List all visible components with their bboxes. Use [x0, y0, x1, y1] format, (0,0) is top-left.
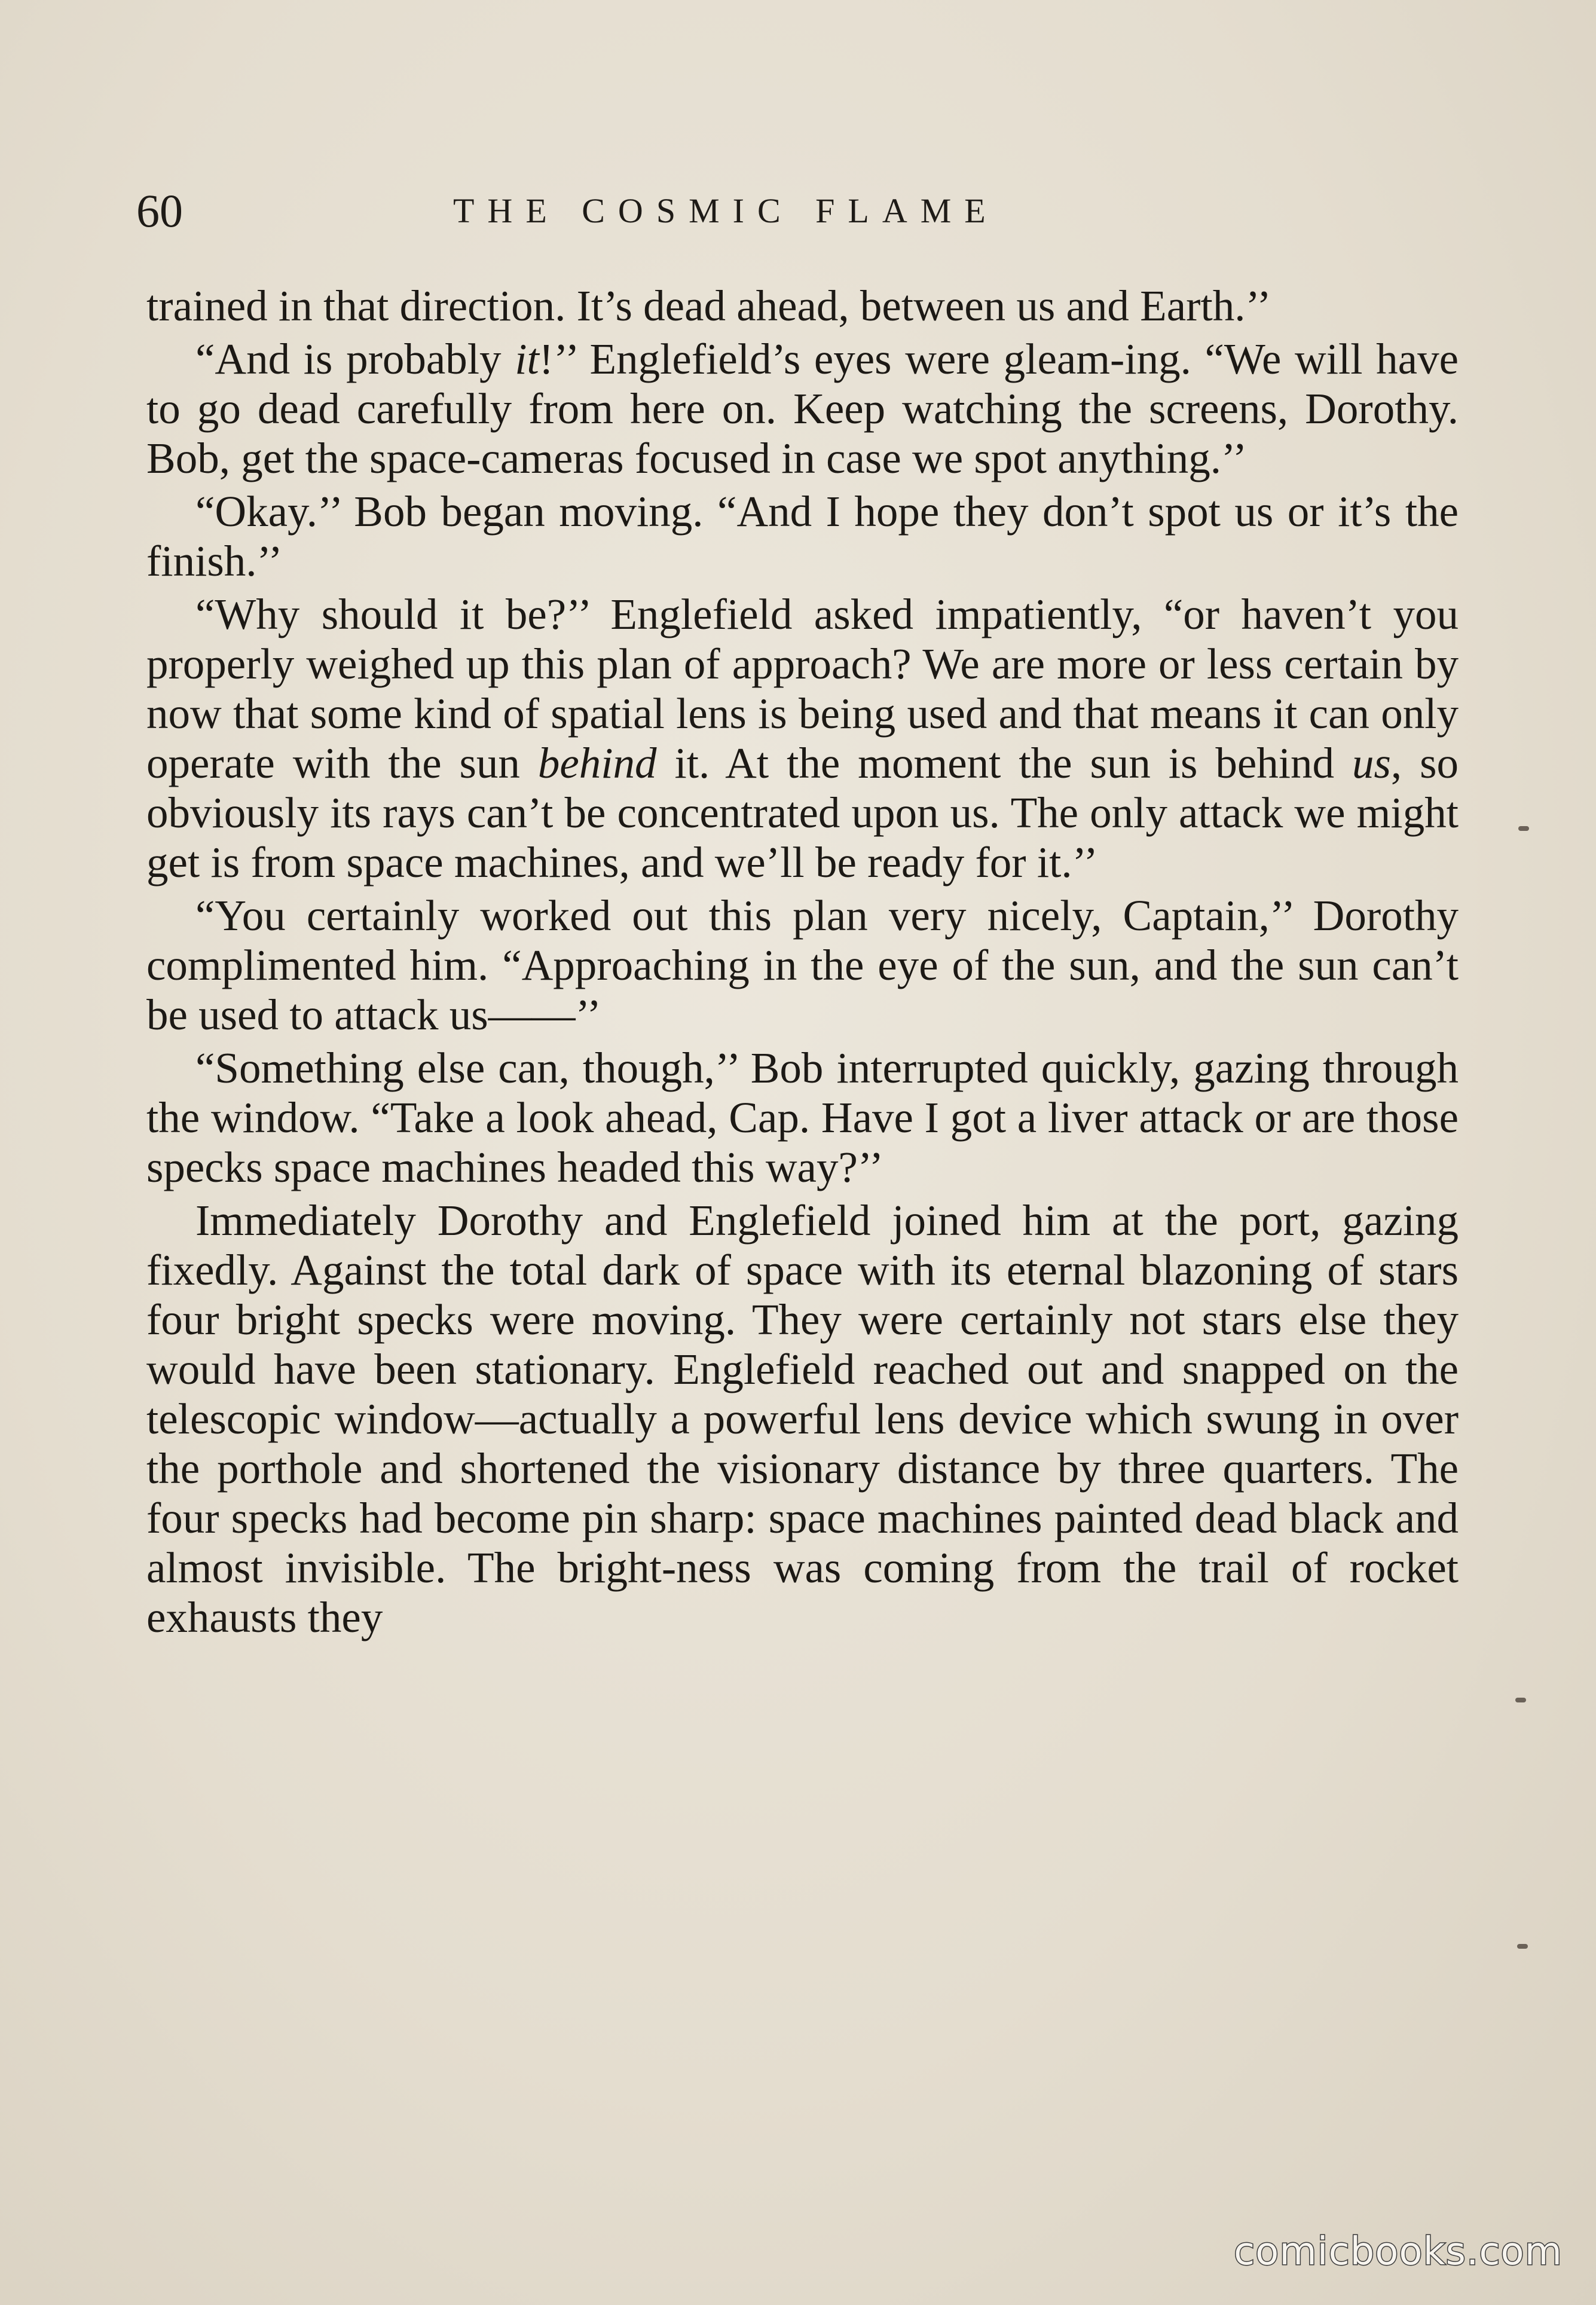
paragraph-text: trained in that direction. It’s dead ahead, between us and Earth.’’	[146, 282, 1271, 330]
paragraph	[146, 1196, 1459, 1642]
paragraph	[146, 334, 1459, 483]
watermark-logo: comicbooks.com	[1233, 2230, 1563, 2274]
page-number: 60	[136, 185, 183, 237]
paragraph-text: “Why should it be?’’ Englefield asked impatiently, “or haven’t you properly weighed up this plan of approach? We are more or less certain by now that some kind of spatial lens is being used and that means it can only operate with the sun	[146, 590, 1459, 787]
paragraph-text: Immediately Dorothy and Englefield joined him at the port, gazing fixedly. Against the total dark of space with its eternal blazoning of stars four bright specks were moving. They were certainly not stars else they would have been stationary. Englefield reached out and snapped on the telescopic window—actually a powerful lens device which swung in over the porthole and shortened the visionary distance by three quarters. The four specks had become pin sharp: space machines painted dead black and almost invisible. The bright-ness was coming from the trail of rocket exhausts they	[146, 1196, 1459, 1641]
body-text	[146, 281, 1459, 1646]
paragraph	[146, 589, 1459, 887]
margin-speck	[1517, 1944, 1528, 1949]
paragraph-text: “Something else can, though,’’ Bob interrupted quickly, gazing through the window. “Take a look ahead, Cap. Have I got a liver attack or are those specks space machines headed this way?’’	[146, 1044, 1459, 1191]
book-title: THE COSMIC FLAME	[453, 191, 999, 230]
paragraph-text: , so obviously its rays can’t be concentrated upon us. The only attack we might get is from space machines, and we’ll be ready for it.’’	[146, 739, 1459, 886]
paragraph-text: “Okay.’’ Bob began moving. “And I hope they don’t spot us or it’s the finish.’’	[146, 487, 1459, 585]
paragraph	[146, 281, 1459, 331]
paragraph	[146, 487, 1459, 586]
paragraph-text: “And is probably	[195, 335, 515, 383]
emphasized-word: us	[1352, 739, 1391, 787]
running-head	[136, 178, 1451, 244]
paragraph-text: !’’ Englefield’s eyes were gleam-ing. “We will have to go dead carefully from here on. Keep watching the screens, Dorothy. Bob, get the space-cameras focused in case we spot anything.’’	[146, 335, 1459, 482]
paragraph	[146, 891, 1459, 1040]
paragraph-text: “You certainly worked out this plan very nicely, Captain,’’ Dorothy complimented him. “Approaching in the eye of the sun, and the sun can’t be used to attack us——’’	[146, 891, 1459, 1039]
margin-speck	[1515, 1698, 1526, 1702]
margin-speck	[1518, 826, 1529, 831]
paragraph-text: it. At the moment the sun is behind	[656, 739, 1352, 787]
paragraph	[146, 1043, 1459, 1192]
emphasized-word: behind	[537, 739, 657, 787]
emphasized-word: it	[515, 335, 539, 383]
